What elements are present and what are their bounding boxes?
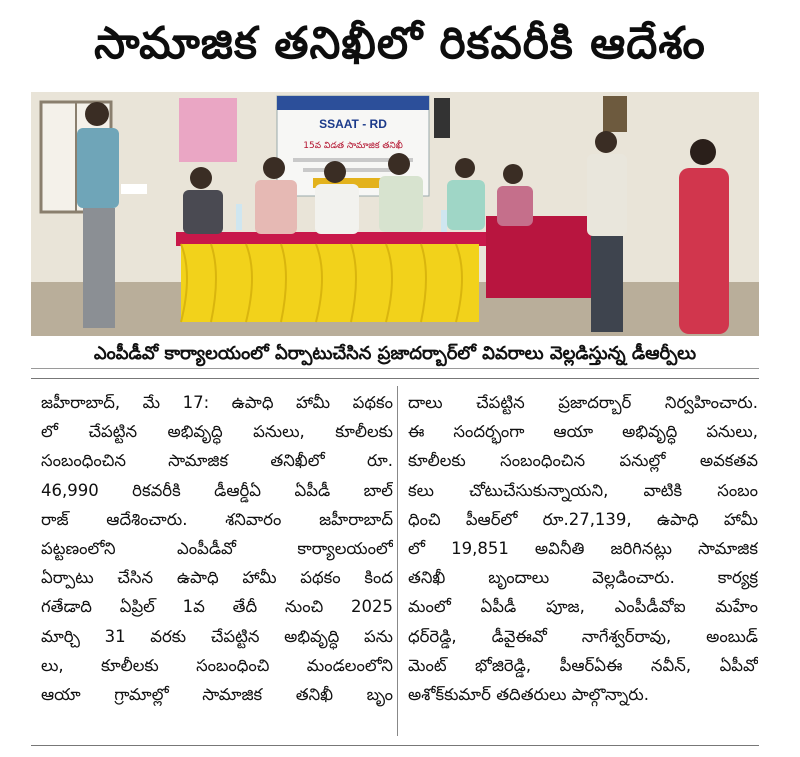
article-line: ఏర్పాటు చేసిన ఉపాధి హామీ పథకం కింద bbox=[41, 568, 393, 588]
article-line: అశోక్‌కుమార్ తదితరులు పాల్గొన్నారు. bbox=[408, 684, 649, 704]
divider-top bbox=[31, 378, 759, 379]
article-line: కలు చోటుచేసుకున్నాయని, వాటికి సంబం bbox=[408, 480, 758, 500]
article-line: మార్చి 31 వరకు చేపట్టిన అభివృద్ధి పను bbox=[41, 626, 393, 646]
article-line: లో 19,851 అవినీతి జరిగినట్లు సామాజిక bbox=[408, 538, 758, 558]
article-line: జహీరాబాద్, మే 17: ఉపాధి హామీ పథకం bbox=[41, 393, 393, 412]
article-line: 46,990 రికవరీకి డీఆర్డీఏ ఏపీడీ బాల్ bbox=[41, 480, 393, 500]
news-photo bbox=[31, 92, 759, 336]
article-column-left bbox=[41, 388, 393, 738]
article-line: ఆయా గ్రామాల్లో సామాజిక తనిఖీ బృం bbox=[41, 684, 393, 704]
meeting-scene-illustration bbox=[31, 92, 759, 336]
article-column-right bbox=[408, 388, 758, 738]
article-line: మెంట్ భోజిరెడ్డి, పీఆర్‌ఏఈ నవీన్, ఏపీవో bbox=[408, 655, 758, 675]
article-line: గతేడాది ఏప్రిల్ 1వ తేదీ నుంచి 2025 bbox=[41, 597, 393, 617]
article-line: సంబంధించిన సామాజిక తనిఖీలో రూ. bbox=[41, 451, 393, 471]
headline: సామాజిక తనిఖీలో రికవరీకి ఆదేశం bbox=[94, 18, 706, 69]
article-line: మంలో ఏపీడీ పూజ, ఎంపీడీవోఐ మహేం bbox=[408, 597, 758, 617]
banner-title: SSAAT - RD bbox=[319, 117, 387, 131]
article-line: రాజ్ ఆదేశించారు. శనివారం జహీరాబాద్ bbox=[41, 509, 393, 529]
article-line: పట్టణంలోని ఎంపీడీవో కార్యాలయంలో bbox=[41, 538, 393, 558]
article-line: ఈ సందర్భంగా ఆయా అభివృద్ధి పనులు, bbox=[408, 422, 758, 442]
divider-bottom bbox=[31, 745, 759, 746]
article-line: ధించి పీఆర్‌లో రూ.27,139, ఉపాధి హామీ bbox=[408, 509, 758, 529]
article-line: లు, కూలీలకు సంబంధించి మండలంలోని bbox=[41, 655, 393, 675]
photo-caption: ఎంపీడీవో కార్యాలయంలో ఏర్పాటుచేసిన ప్రజాదర్బార్‌లో వివరాలు వెల్లడిస్తున్న డీఆర్పీలు bbox=[31, 340, 759, 369]
article-line: ధర్‌రెడ్డి, డీవైఈవో నాగేశ్వర్‌రావు, అంబుడ్ bbox=[408, 626, 758, 646]
column-divider bbox=[397, 386, 398, 736]
article-line: లో చేపట్టిన అభివృద్ధి పనులు, కూలీలకు bbox=[41, 422, 393, 442]
article-line: కూలీలకు సంబంధించిన పనుల్లో అవకతవ bbox=[408, 451, 758, 471]
article-line: తనిఖీ బృందాలు వెల్లడించారు. కార్యక్ర bbox=[408, 568, 758, 588]
banner-subtitle: 15వ విడత సామాజిక తనిఖీ bbox=[303, 141, 403, 151]
article-line: దాలు చేపట్టిన ప్రజాదర్బార్ నిర్వహించారు. bbox=[408, 393, 758, 412]
